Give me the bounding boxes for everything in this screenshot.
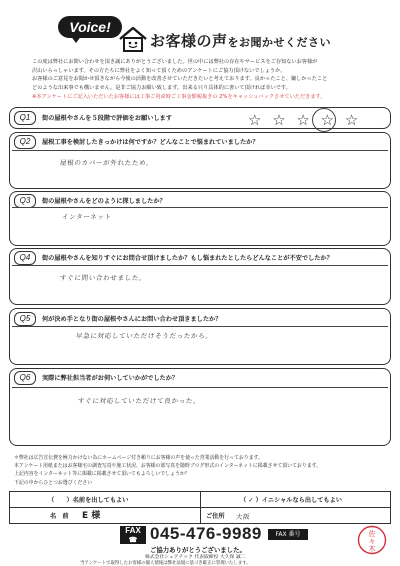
- question-label: Q5: [14, 312, 36, 326]
- question-heading-q2: [14, 135, 259, 149]
- intro-line: 沢山いらっしゃいます。その方たちに弊社をよく知って頂くためのアンケートにご協力頂けないでしょうか。: [32, 67, 286, 74]
- title-small: をお聞かせください: [227, 36, 332, 49]
- fax-badge: [120, 526, 146, 544]
- divider: [12, 150, 388, 151]
- intro-line: この度は弊社にお問い合わせを頂き誠にありがとうございました。世の中には弊社の存在やサービスをご存知ないお客様が: [32, 59, 318, 65]
- cashback-note: ※本アンケートにご記入いただいたお客様には工事ご用命時ご工事金額税抜きの 2%をキャッシュバックさせていただきます。: [32, 93, 326, 100]
- question-label: Q4: [14, 251, 36, 265]
- option-label: 名前を出してもよい: [72, 497, 129, 504]
- answer-q2[interactable]: 屋根のカバーが外れたため。: [59, 159, 154, 167]
- address-label: ご住所: [206, 513, 225, 520]
- question-label: Q3: [14, 194, 36, 208]
- question-heading-q3: [14, 194, 166, 208]
- question-text: 街の屋根やさんを知りすぐにお問合せ頂けましたか？もし悩まれたとしたらどんなことが不安でしたか？: [42, 255, 333, 262]
- option-checkbox-checked: （ ✓ ）: [240, 497, 262, 504]
- fax-label: FAX 番号: [268, 529, 308, 540]
- page-title: [150, 30, 331, 51]
- answer-q6[interactable]: すぐに対応していただけて良かった。: [77, 397, 201, 405]
- option-initials-ok[interactable]: [240, 495, 342, 504]
- seal-stamp-icon: [357, 525, 387, 555]
- divider: [12, 326, 388, 327]
- svg-text:木: 木: [368, 545, 376, 553]
- divider: [12, 387, 388, 388]
- fax-badge-text: FAX: [125, 526, 141, 535]
- question-text: 屋根工事を検討したきっかけは何ですか？どんなことで悩まれていましたか？: [42, 139, 259, 146]
- question-text: 実際に弊社担当者がお伺いしていかがでしたか？: [42, 375, 179, 382]
- note-line: ＊弊社は広告宣伝費を極力かけない為にホームページ付き頼りにお客様の声を使った営業活動を行っております。: [14, 455, 263, 461]
- fax-icon: ☎: [128, 537, 138, 544]
- question-label: Q6: [14, 371, 36, 385]
- question-label: Q2: [14, 135, 36, 149]
- rating-stars[interactable]: ☆ ☆ ☆ ☆ ☆: [248, 111, 362, 129]
- question-heading-q5: [14, 312, 221, 326]
- intro-line: どのような出来事でも構いません。是非ご協力お願い致します。出来る只り具体的に書いて頂ければ幸いです。: [32, 85, 291, 92]
- answer-q3[interactable]: インターネット: [61, 213, 113, 221]
- house-icon: [118, 26, 148, 52]
- address-value[interactable]: 大阪: [235, 513, 251, 521]
- note-line: 下記の中からひとつお選びください: [14, 479, 93, 486]
- note-line: 本アンケート用紙またはお客様宅の調査写真や施工状況、お客様の部写真を随時ブログ形式のインターネットに掲載させて頂いております。: [14, 463, 321, 470]
- voice-badge-tail: [70, 35, 82, 43]
- thanks-message: ご協力ありがとうございました。: [150, 546, 246, 554]
- answer-q5[interactable]: 早急に対応していただけそうだったから。: [75, 332, 214, 340]
- rating-selected-circle: [312, 108, 336, 132]
- question-heading-q6: [14, 371, 178, 385]
- svg-text:佐: 佐: [368, 530, 376, 538]
- privacy-note: 当アンケートで取得したお客様の個人情報は弊社法規に基づき厳正に管理いたします。: [80, 561, 251, 566]
- name-label: 名 前: [50, 513, 69, 520]
- divider: [12, 265, 388, 266]
- option-checkbox: （ ）: [48, 497, 73, 504]
- option-label: イニシャルなら出してもよい: [261, 497, 342, 504]
- question-text: 何が決め手となり街の屋根やさんにお問い合わせ頂きましたか？: [42, 316, 222, 323]
- intro-line: お客様のご意見をお聞かせ頂きながら今後の活動を改善させていただきたいと考えております。良かったこと、嫌しかったこと: [32, 76, 328, 83]
- question-label: Q1: [14, 111, 36, 125]
- question-text: 街の屋根やさんを５段階で評価をお願いします: [42, 115, 172, 122]
- note-line: 上記内容をインターネット等に掲載に掲載させて頂いてもよろしいでしょうか？: [14, 471, 190, 478]
- title-main: お客様の声: [150, 32, 228, 50]
- answer-q4[interactable]: すぐに問い合わせました。: [59, 274, 147, 282]
- divider: [12, 207, 388, 208]
- name-value[interactable]: E 様: [82, 511, 101, 521]
- intro-text: [32, 58, 382, 102]
- option-name-ok[interactable]: [48, 495, 128, 504]
- question-heading-q4: [14, 251, 333, 265]
- grid-divider: [200, 492, 201, 523]
- publication-notes: [14, 454, 392, 487]
- company-name: 株式会社シェアテック 代表取締役 大久保 誠二: [145, 555, 246, 560]
- consent-and-info-grid: [9, 491, 391, 524]
- question-heading-q1: [14, 111, 172, 125]
- question-text: 街の屋根やさんをどのように探しましたか？: [42, 198, 166, 205]
- svg-text:々: 々: [368, 537, 376, 546]
- fax-number: 045-476-9989: [150, 524, 262, 543]
- voice-badge: Voice!: [58, 16, 122, 38]
